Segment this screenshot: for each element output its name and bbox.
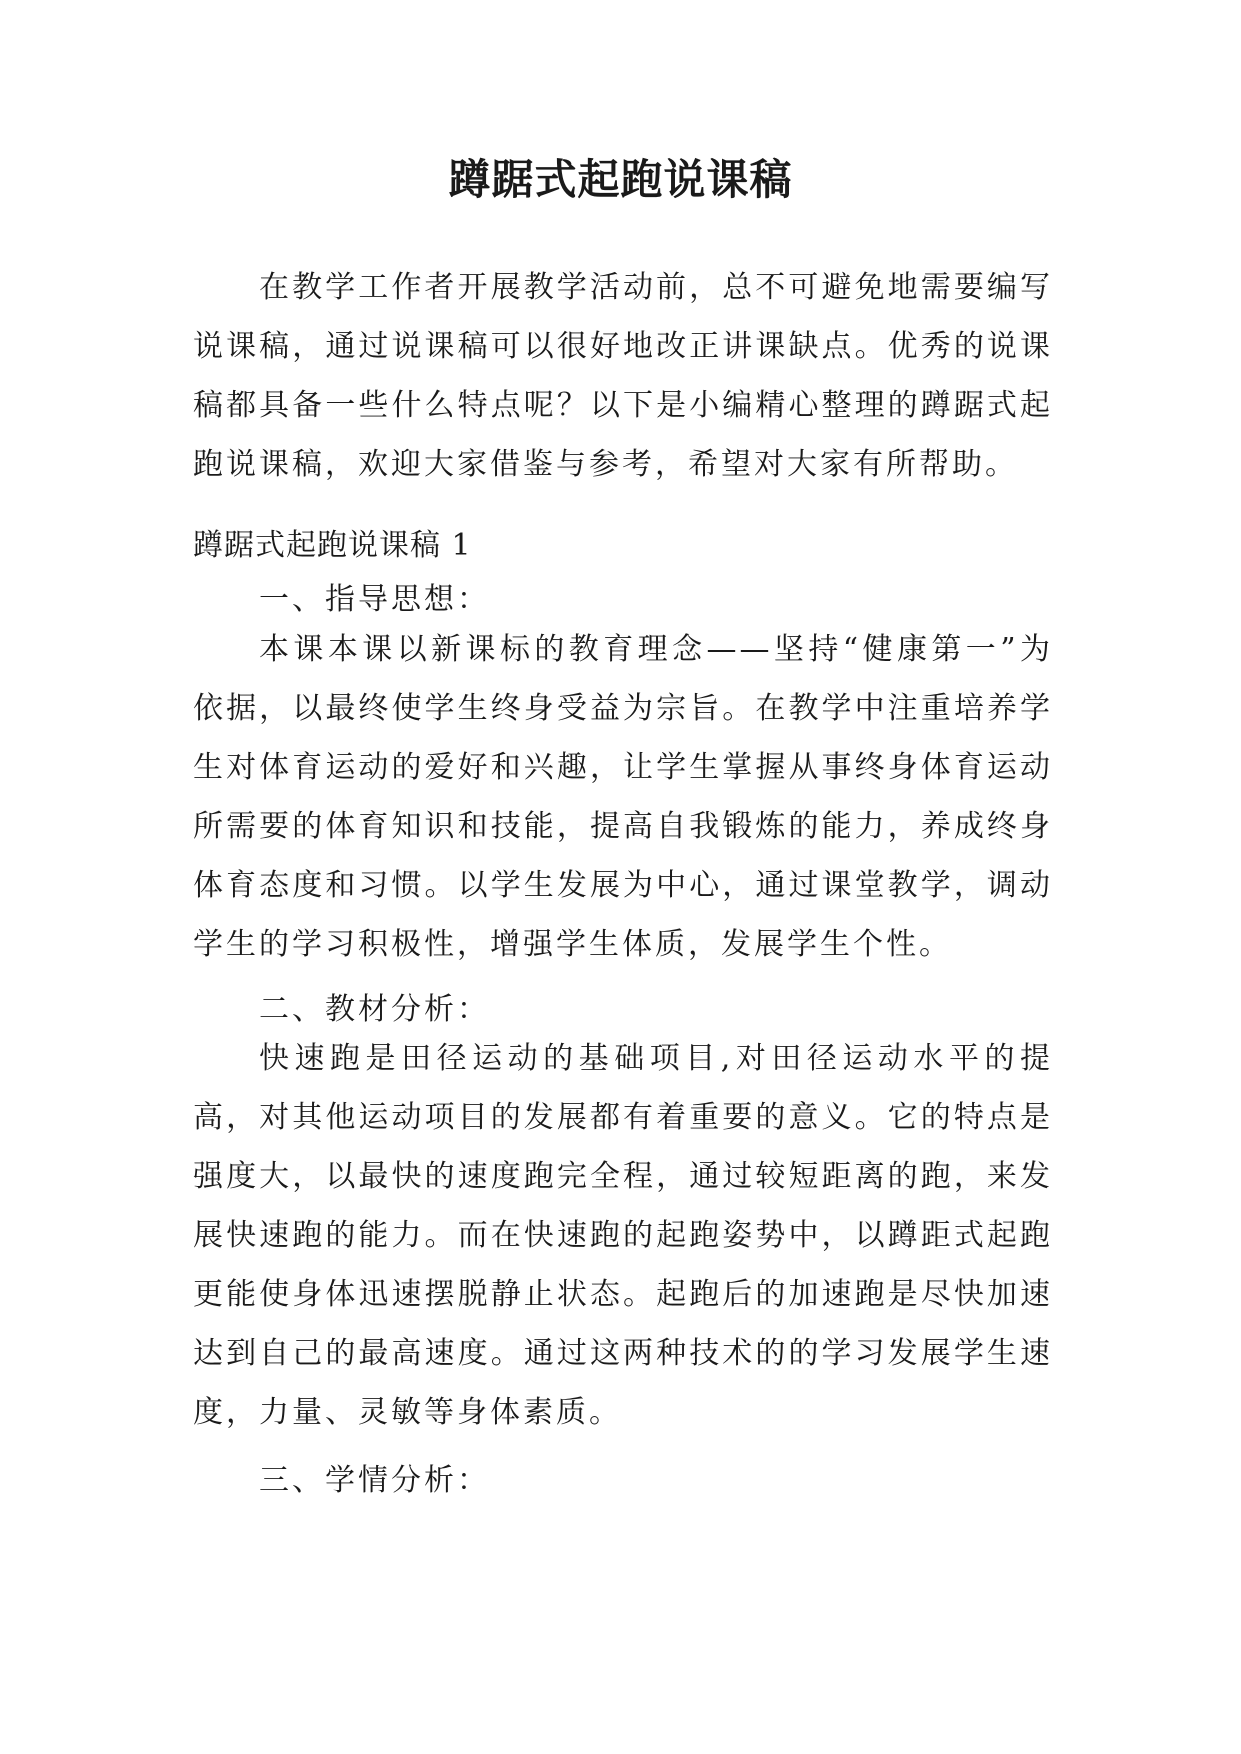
document-title: 蹲踞式起跑说课稿 [448, 155, 793, 204]
section-title: 蹲踞式起跑说课稿 1 [193, 528, 472, 563]
paragraph-material-analysis: 快速跑是田径运动的基础项目,对田径运动水平的提高，对其他运动项目的发展都有着重要的意义。它的特点是强度大，以最快的速度跑完全程，通过较短距离的跑，来发展快速跑的能力。而在快速跑的起跑姿势中，以蹲距式起跑更能使身体迅速摆脱静止状态。起跑后的加速跑是尽快加速达到自己的最高速度。通过这两种技术的的学习发展学生速度，力量、灵敏等身体素质。 [193, 1041, 1053, 1430]
heading-guiding-ideology: 一、指导思想： [259, 582, 490, 617]
intro-paragraph: 在教学工作者开展教学活动前，总不可避免地需要编写说课稿，通过说课稿可以很好地改正讲课缺点。优秀的说课稿都具备一些什么特点呢？以下是小编精心整理的蹲踞式起跑说课稿，欢迎大家借鉴与参考，希望对大家有所帮助。 [193, 270, 1053, 482]
heading-learner-analysis: 三、学情分析： [259, 1463, 490, 1498]
heading-material-analysis: 二、教材分析： [259, 992, 490, 1027]
paragraph-guiding-ideology: 本课本课以新课标的教育理念——坚持“健康第一”为依据，以最终使学生终身受益为宗旨。在教学中注重培养学生对体育运动的爱好和兴趣，让学生掌握从事终身体育运动所需要的体育知识和技能，提高自我锻炼的能力，养成终身体育态度和习惯。以学生发展为中心，通过课堂教学，调动学生的学习积极性，增强学生体质，发展学生个性。 [193, 632, 1053, 962]
